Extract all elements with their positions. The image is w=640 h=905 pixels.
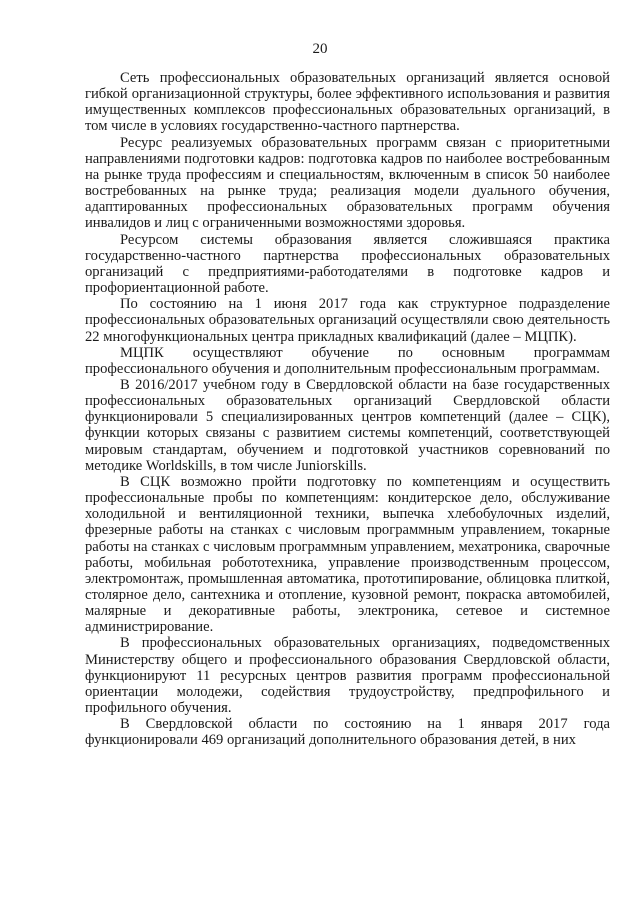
paragraph-resource-centers: В профессиональных образовательных организациях, подведомственных Министерству общего и профессионального образования Свердловской области, функционируют 11 ресурсных центров развития программ профессиональной ориентации молодежи, содействия трудоустройству, предпрофильного и профильного обучения. — [85, 635, 610, 717]
paragraph-mcpk-training: МЦПК осуществляют обучение по основным программам профессионального обучения и дополнительным профессиональным программам. — [85, 344, 610, 377]
paragraph-network: Сеть профессиональных образовательных организаций является основой гибкой организационной структуры, более эффективного использования и развития имущественных комплексов профессиональных образовательных организаций, в том числе в условиях государственно-частного партнерства. — [85, 70, 610, 135]
body-text — [85, 70, 610, 749]
paragraph-additional-education: В Свердловской области по состоянию на 1 января 2017 года функционировали 469 организаций дополнительного образования детей, в них — [85, 716, 610, 749]
paragraph-public-private-partnership: Ресурсом системы образования является сложившаяся практика государственно-частного партнерства профессиональных образовательных организаций с предприятиями-работодателями в подготовке кадров и профориентационной работе. — [85, 231, 610, 297]
paragraph-resource-programs: Ресурс реализуемых образовательных программ связан с приоритетными направлениями подготовки кадров: подготовка кадров по наиболее востребованным на рынке труда профессиям и специальностям, включенным в список 50 наиболее востребованных на рынке труда; реализация модели дуального обучения, адаптированных профессиональных образовательных программ обучения инвалидов и лиц с ограниченными возможностями здоровья. — [85, 134, 610, 232]
page-number: 20 — [312, 41, 328, 57]
paragraph-sck-centers: В 2016/2017 учебном году в Свердловской области на базе государственных профессиональных образовательных организаций Свердловской области функционировали 5 специализированных центров компетенций (далее – СЦК), функции которых связаны с развитием системы компетенций, соответствующей мировым стандартам, обучением и подготовкой участников соревнований по методике Worldskills, в том числе Juniorskills. — [85, 376, 610, 474]
paragraph-mcpk-count: По состоянию на 1 июня 2017 года как структурное подразделение профессиональных образовательных организаций осуществляли свою деятельность 22 многофункциональных центра прикладных квалификаций (далее – МЦПК). — [85, 296, 610, 345]
paragraph-sck-competencies: В СЦК возможно пройти подготовку по компетенциям и осуществить профессиональные пробы по компетенциям: кондитерское дело, обслуживание холодильной и вентиляционной техники, выпечка хлебобулочных изделий, фрезерные работы на станках с числовым программным управлением, токарные работы на станках с числовым программным управлением, мехатроника, сварочные работы, мобильная робототехника, управление производственным процессом, электромонтаж, промышленная автоматика, прототипирование, облицовка плиткой, столярное дело, сантехника и отопление, кузовной ремонт, покраска автомобилей, малярные и декоративные работы, электроника, сетевое и системное администрирование. — [85, 473, 610, 636]
